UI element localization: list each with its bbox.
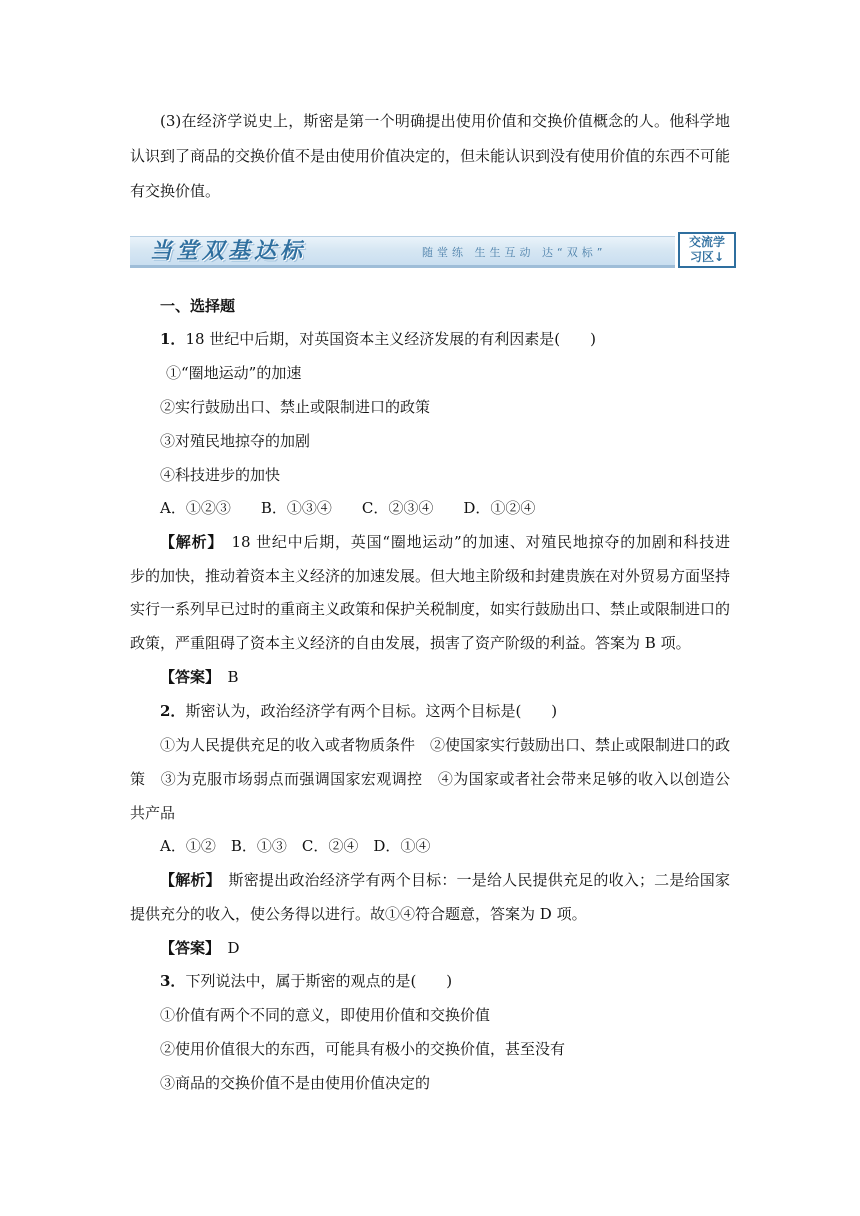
question-2-analysis-line-1: 【解析】 斯密提出政治经济学有两个目标：一是给人民提供充足的收入；二是给国家 xyxy=(160,871,730,889)
question-3-option-2: ②使用价值很大的东西，可能具有极小的交换价值，甚至没有 xyxy=(160,1040,566,1058)
intro-line-3: 有交换价值。 xyxy=(130,182,221,200)
question-2-text: 斯密认为，政治经济学有两个目标。这两个目标是( ) xyxy=(185,702,558,720)
question-2-options-line-2: 策 ③为克服市场弱点而强调国家宏观调控 ④为国家或者社会带来足够的收入以创造公 xyxy=(130,770,730,788)
banner-box-line-1: 交流学 xyxy=(688,235,725,249)
question-1-option-2: ②实行鼓励出口、禁止或限制进口的政策 xyxy=(160,398,431,416)
question-2-choices: A．①② B．①③ C．②④ D．①④ xyxy=(160,837,431,855)
answer-label: 【答案】 xyxy=(160,668,213,686)
question-1-option-4: ④科技进步的加快 xyxy=(160,466,281,484)
question-1-analysis-line-1: 【解析】 18 世纪中后期，英国“圈地运动”的加速、对殖民地掠夺的加剧和科技进 xyxy=(160,533,730,551)
banner-box-line-2: 习区↓ xyxy=(689,250,725,264)
section-banner xyxy=(130,230,738,270)
question-1-answer: 【答案】 B xyxy=(160,668,239,686)
question-1-stem xyxy=(160,328,596,350)
analysis-label: 【解析】 xyxy=(160,533,216,551)
question-2-number: 2． xyxy=(160,702,186,720)
question-1-analysis-line-3: 实行一系列早已过时的重商主义政策和保护关税制度，如实行鼓励出口、禁止或限制进口的 xyxy=(130,600,731,618)
question-2-options-line-1: ①为人民提供充足的收入或者物质条件 ②使国家实行鼓励出口、禁止或限制进口的政 xyxy=(160,736,731,754)
question-3-option-3: ③商品的交换价值不是由使用价值决定的 xyxy=(160,1074,431,1092)
arrow-down-icon: ↓ xyxy=(713,250,725,264)
question-3-option-1: ①价值有两个不同的意义，即使用价值和交换价值 xyxy=(160,1006,491,1024)
intro-line-1: (3)在经济学说史上，斯密是第一个明确提出使用价值和交换价值概念的人。他科学地 xyxy=(160,112,730,130)
question-1-option-3: ③对殖民地掠夺的加剧 xyxy=(160,432,311,450)
question-3-number: 3． xyxy=(160,972,186,990)
question-1-text: 18 世纪中后期，对英国资本主义经济发展的有利因素是( ) xyxy=(185,330,596,348)
question-1-analysis-line-4: 政策，严重阻碍了资本主义经济的自由发展，损害了资产阶级的利益。答案为 B 项。 xyxy=(130,634,691,652)
question-3-stem xyxy=(160,970,452,992)
question-2-analysis-line-2: 提供充分的收入，使公务得以进行。故①④符合题意，答案为 D 项。 xyxy=(130,905,587,923)
exchange-area-button[interactable] xyxy=(678,232,736,268)
analysis-label: 【解析】 xyxy=(160,871,214,889)
question-1-option-1: ①“圈地运动”的加速 xyxy=(166,364,302,382)
question-1-choices: A．①②③ B．①③④ C．②③④ D．①②④ xyxy=(160,499,536,517)
question-2-options-line-3: 共产品 xyxy=(130,804,176,822)
answer-label: 【答案】 xyxy=(160,939,213,957)
question-3-text: 下列说法中，属于斯密的观点的是( ) xyxy=(185,972,453,990)
question-2-stem xyxy=(160,700,557,722)
banner-title: 当堂双基达标 xyxy=(150,239,307,264)
intro-line-2: 认识到了商品的交换价值不是由使用价值决定的，但未能认识到没有使用价值的东西不可能 xyxy=(130,147,731,165)
section-title: 一、选择题 xyxy=(160,297,236,315)
banner-subtitle: 随堂练 生生互动 达“双标” xyxy=(422,246,607,259)
question-1-analysis-line-2: 步的加快，推动着资本主义经济的加速发展。但大地主阶级和封建贵族在对外贸易方面坚持 xyxy=(130,567,731,585)
question-2-answer: 【答案】 D xyxy=(160,939,240,957)
question-1-number: 1． xyxy=(160,330,186,348)
